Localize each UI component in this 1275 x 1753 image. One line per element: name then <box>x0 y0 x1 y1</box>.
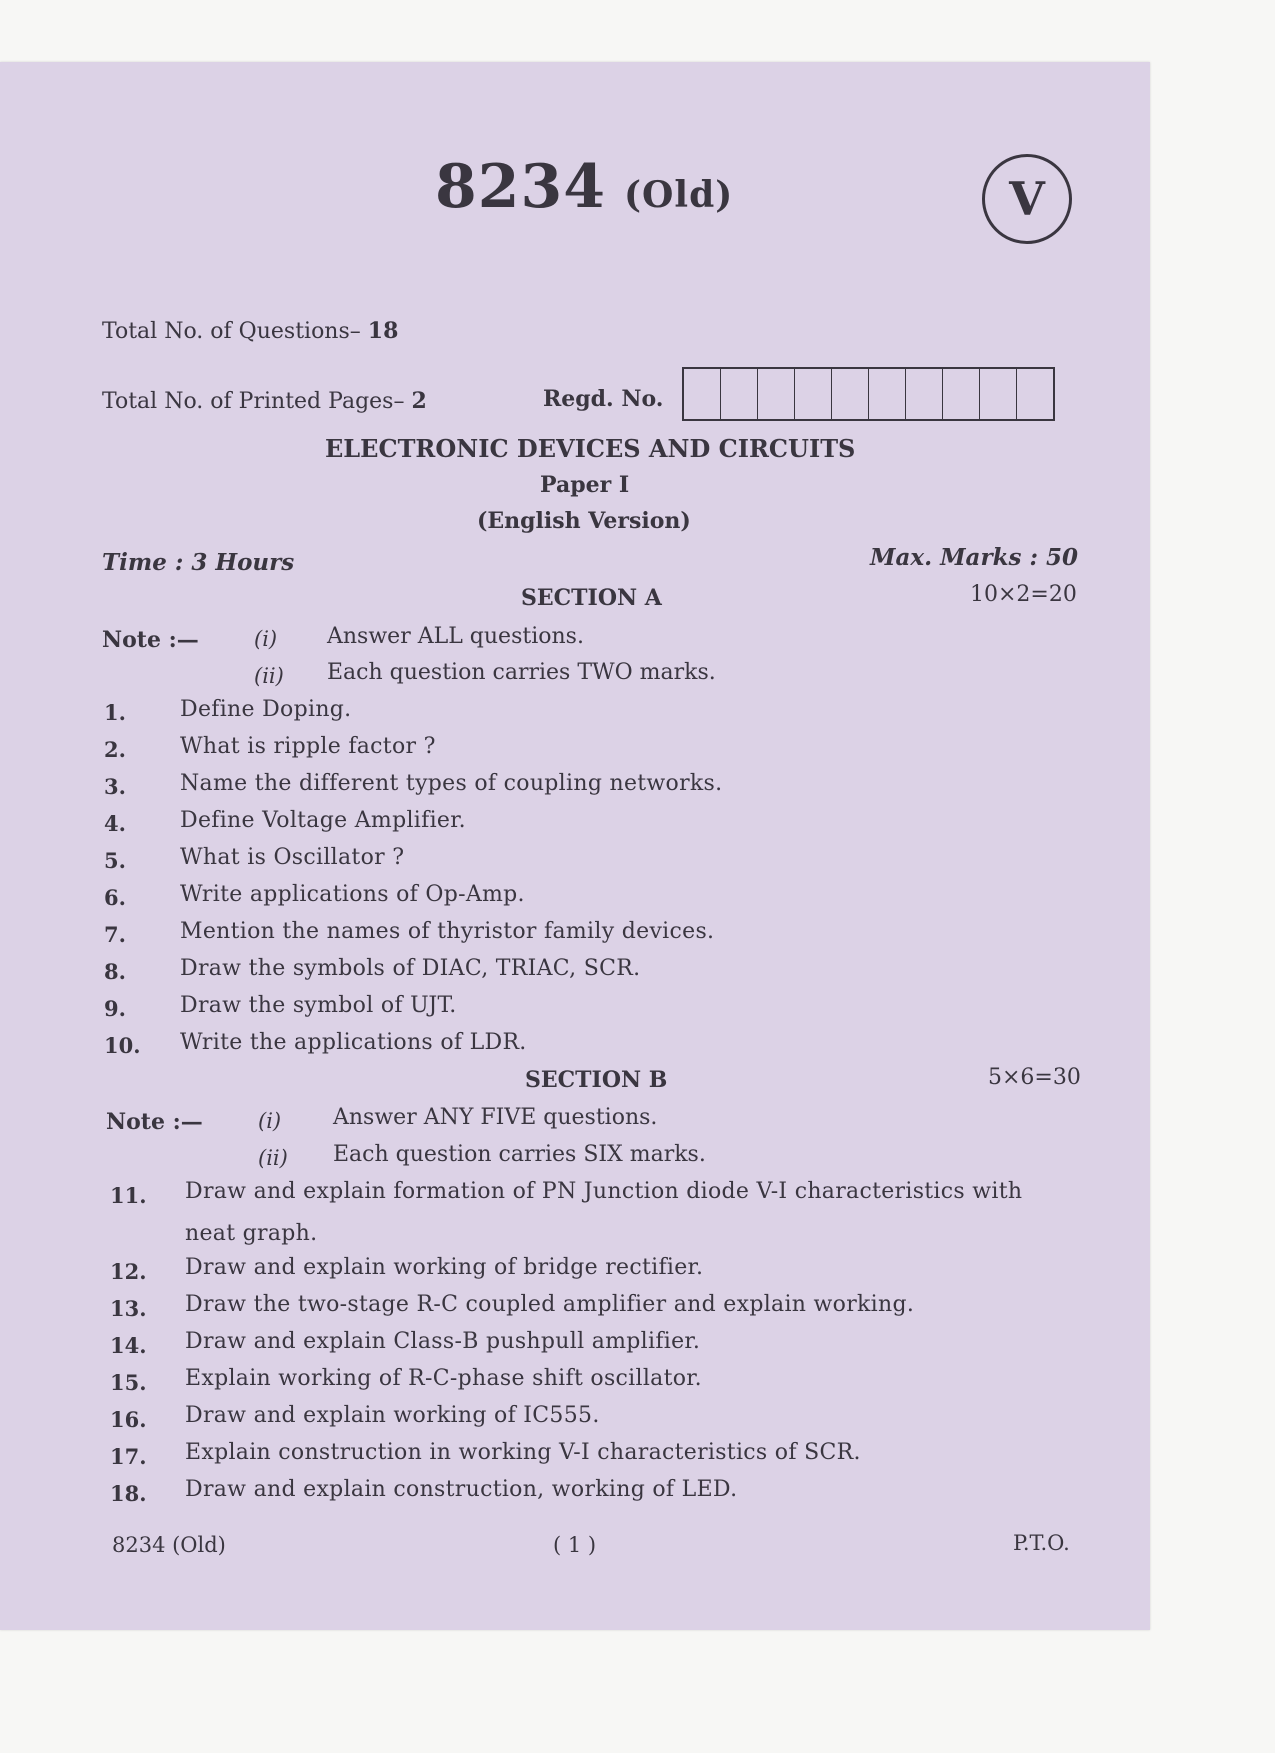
regd-box <box>906 369 943 419</box>
question-text: Draw and explain working of bridge rectifier. <box>185 1255 704 1280</box>
question-number: 8. <box>104 959 126 984</box>
regd-box <box>869 369 906 419</box>
regd-box <box>795 369 832 419</box>
page-number: ( 1 ) <box>553 1533 597 1557</box>
section-b-note-num: (ii) <box>258 1146 288 1170</box>
section-b-note-label: Note :— <box>106 1109 203 1135</box>
regd-number-boxes <box>682 367 1055 421</box>
subject-title: ELECTRONIC DEVICES AND CIRCUITS <box>325 434 856 463</box>
total-pages <box>102 388 427 414</box>
question-text: Define Doping. <box>180 697 352 722</box>
regd-box <box>980 369 1017 419</box>
question-text: Draw the symbol of UJT. <box>180 993 457 1018</box>
total-questions-label: Total No. of Questions– <box>102 319 361 344</box>
regd-box <box>943 369 980 419</box>
question-number: 6. <box>104 885 126 910</box>
max-marks: Max. Marks : 50 <box>870 544 1078 571</box>
question-number: 18. <box>110 1481 147 1506</box>
regd-box <box>721 369 758 419</box>
question-number: 10. <box>104 1033 141 1058</box>
question-text: What is Oscillator ? <box>180 845 405 870</box>
question-text: Write the applications of LDR. <box>180 1030 527 1055</box>
total-questions-value: 18 <box>367 318 399 344</box>
question-number: 5. <box>104 848 126 873</box>
question-text: Draw and explain formation of PN Junction diode V-I characteristics with <box>185 1179 1023 1204</box>
paper-number: Paper I <box>540 472 630 498</box>
question-text: Draw and explain working of IC555. <box>185 1403 600 1428</box>
question-text: Mention the names of thyristor family devices. <box>180 919 715 944</box>
total-pages-label: Total No. of Printed Pages– <box>102 389 405 414</box>
question-number: 3. <box>104 774 126 799</box>
regd-box <box>684 369 721 419</box>
section-a-note-label: Note :— <box>102 627 199 653</box>
section-b-title: SECTION B <box>525 1067 668 1093</box>
question-text: Define Voltage Amplifier. <box>180 808 466 833</box>
section-b-note-text: Answer ANY FIVE questions. <box>333 1105 658 1130</box>
paper-code-number: 8234 <box>435 152 606 222</box>
question-text: Draw and explain construction, working of LED. <box>185 1477 738 1502</box>
section-a-marks: 10×2=20 <box>970 582 1077 607</box>
question-text: Explain construction in working V-I characteristics of SCR. <box>185 1440 861 1465</box>
language-version: (English Version) <box>477 508 691 534</box>
question-number: 13. <box>110 1296 147 1321</box>
paper-code-suffix: (Old) <box>624 174 734 216</box>
question-number: 2. <box>104 737 126 762</box>
total-questions <box>102 318 398 344</box>
footer-code: 8234 (Old) <box>112 1533 226 1557</box>
exam-sheet <box>0 62 1150 1630</box>
question-number: 17. <box>110 1444 147 1469</box>
question-text: What is ripple factor ? <box>180 734 436 759</box>
section-b-marks: 5×6=30 <box>988 1065 1081 1090</box>
total-pages-value: 2 <box>411 388 427 414</box>
regd-box <box>1017 369 1053 419</box>
section-a-note-text: Answer ALL questions. <box>327 624 584 649</box>
section-a-note-text: Each question carries TWO marks. <box>327 660 716 685</box>
question-number: 16. <box>110 1407 147 1432</box>
section-a-note-num: (ii) <box>254 664 284 688</box>
regd-box <box>758 369 795 419</box>
section-a-title: SECTION A <box>521 585 662 611</box>
question-text: Write applications of Op-Amp. <box>180 882 525 907</box>
section-b-note-text: Each question carries SIX marks. <box>333 1142 706 1167</box>
version-badge: V <box>982 154 1072 244</box>
section-a-note-num: (i) <box>254 627 278 651</box>
question-number: 11. <box>110 1183 147 1208</box>
regd-label: Regd. No. <box>543 386 664 412</box>
exam-time: Time : 3 Hours <box>102 549 295 576</box>
question-text-continued: neat graph. <box>185 1221 318 1246</box>
pto-label: P.T.O. <box>1013 1531 1070 1555</box>
regd-box <box>832 369 869 419</box>
question-text: Draw the symbols of DIAC, TRIAC, SCR. <box>180 956 641 981</box>
question-number: 12. <box>110 1259 147 1284</box>
question-number: 9. <box>104 996 126 1021</box>
question-number: 4. <box>104 811 126 836</box>
question-number: 14. <box>110 1333 147 1358</box>
question-text: Draw and explain Class-B pushpull amplifier. <box>185 1329 701 1354</box>
paper-code <box>435 152 733 222</box>
question-text: Explain working of R-C-phase shift oscillator. <box>185 1366 702 1391</box>
question-number: 15. <box>110 1370 147 1395</box>
question-text: Draw the two-stage R-C coupled amplifier and explain working. <box>185 1292 915 1317</box>
section-b-note-num: (i) <box>258 1109 282 1133</box>
question-number: 1. <box>104 700 126 725</box>
question-number: 7. <box>104 922 126 947</box>
question-text: Name the different types of coupling networks. <box>180 771 723 796</box>
